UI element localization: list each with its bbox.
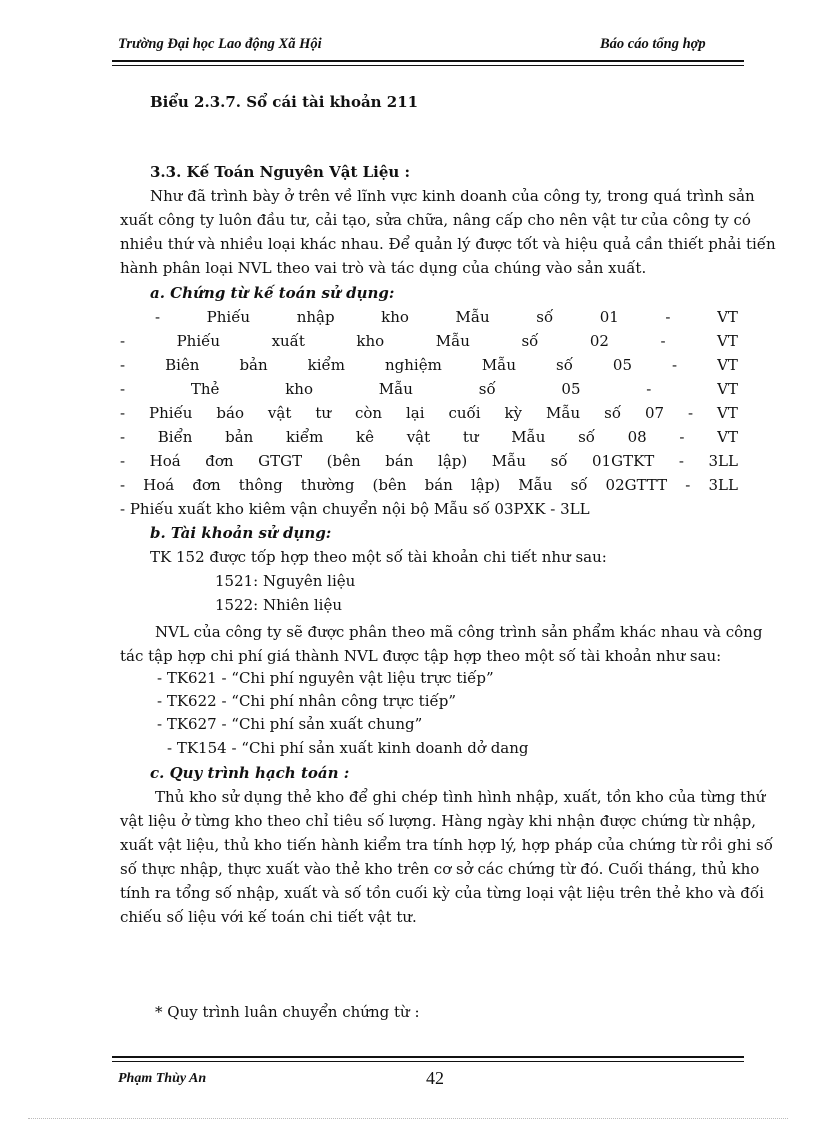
document-word: Phiếu: [206, 308, 251, 326]
account-item: 1522: Nhiên liệu: [215, 596, 343, 614]
process-line: Thủ kho sử dụng thẻ kho để ghi chép tình hình nhập, xuất, tồn kho của từng thứ: [155, 788, 766, 806]
page-number: 42: [426, 1068, 444, 1088]
document-word: 05: [561, 380, 581, 398]
page-edge: [28, 1118, 788, 1119]
document-word: số: [550, 452, 568, 470]
document-word: kho: [381, 308, 409, 326]
document-word: -: [120, 380, 126, 398]
document-word: bán: [385, 452, 414, 470]
document-word: VT: [717, 428, 738, 446]
cost-account-item: - TK621 - “Chi phí nguyên vật liệu trực tiếp”: [157, 669, 494, 687]
document-word: -: [685, 476, 691, 494]
document-word: báo: [216, 404, 244, 422]
document-word: lập): [438, 452, 468, 470]
document-word: Phiếu: [176, 332, 221, 350]
intro-line: Như đã trình bày ở trên về lĩnh vực kinh doanh của công ty, trong quá trình sản: [150, 187, 755, 205]
document-word: bản: [239, 356, 268, 374]
document-word: Mẫu: [481, 356, 517, 374]
document-word: -: [120, 356, 126, 374]
document-word: 3LL: [708, 476, 738, 494]
header-rule-thin: [112, 65, 744, 66]
document-word: cuối: [448, 404, 481, 422]
header-institution: Trường Đại học Lao động Xã Hội: [118, 36, 322, 52]
document-word: Hoá: [143, 476, 175, 494]
document-line-last: - Phiếu xuất kho kiêm vận chuyển nội bộ Mẫu số 03PXK - 3LL: [120, 500, 590, 518]
document-line: [120, 449, 738, 473]
process-line: số thực nhập, thực xuất vào thẻ kho trên cơ sở các chứng từ đó. Cuối tháng, thủ kho: [120, 860, 760, 878]
document-word: kho: [285, 380, 313, 398]
document-word: 05: [612, 356, 633, 374]
document-word: Mẫu: [545, 404, 581, 422]
document-word: vật: [406, 428, 431, 446]
document-word: VT: [717, 308, 738, 326]
document-word: vật: [267, 404, 292, 422]
document-word: -: [660, 332, 666, 350]
document-line: [120, 473, 738, 497]
nvl-line: NVL của công ty sẽ được phân theo mã công trình sản phẩm khác nhau và công: [155, 623, 763, 641]
author-name: Phạm Thùy An: [118, 1071, 207, 1086]
document-word: VT: [717, 356, 738, 374]
document-word: -: [120, 428, 126, 446]
process-line: tính ra tổng số nhập, xuất và số tồn cuối kỳ của từng loại vật liệu trên thẻ kho và đối: [120, 884, 764, 902]
section-title: 3.3. Kế Toán Nguyên Vật Liệu :: [150, 163, 411, 181]
intro-line: hành phân loại NVL theo vai trò và tác dụng của chúng vào sản xuất.: [120, 259, 647, 277]
document-word: số: [536, 308, 554, 326]
document-word: Mẫu: [518, 476, 553, 494]
document-word: kiểm: [286, 428, 324, 446]
document-word: nghiệm: [385, 356, 442, 374]
account-intro: TK 152 được tốp hợp theo một số tài khoản chi tiết như sau:: [150, 548, 607, 566]
process-line: chiếu số liệu với kế toán chi tiết vật tư.: [120, 908, 417, 926]
document-word: kê: [356, 428, 375, 446]
document-word: 02GTTT: [605, 476, 668, 494]
subheading-a: a. Chứng từ kế toán sử dụng:: [150, 284, 395, 302]
document-word: còn: [354, 404, 383, 422]
document-word: số: [578, 428, 595, 446]
document-line: [120, 377, 738, 401]
document-line: [120, 425, 738, 449]
document-word: Mẫu: [455, 308, 490, 326]
document-word: Hoá: [149, 452, 181, 470]
document-word: bán: [424, 476, 453, 494]
account-item: 1521: Nguyên liệu: [215, 572, 356, 590]
document-word: 08: [627, 428, 647, 446]
intro-line: xuất công ty luôn đầu tư, cải tạo, sửa chữa, nâng cấp cho nên vật tư của công ty có: [120, 211, 751, 229]
document-word: -: [679, 428, 685, 446]
document-word: kiểm: [307, 356, 345, 374]
document-word: kho: [356, 332, 385, 350]
document-word: Mẫu: [378, 380, 413, 398]
document-word: VT: [717, 380, 738, 398]
document-line: [120, 329, 738, 353]
document-word: nhập: [296, 308, 335, 326]
header-report-title: Báo cáo tổng hợp: [600, 36, 706, 52]
document-word: đơn: [192, 476, 221, 494]
document-word: VT: [716, 404, 738, 422]
subheading-c: c. Quy trình hạch toán :: [150, 764, 350, 782]
document-word: lập): [470, 476, 501, 494]
document-word: lại: [405, 404, 425, 422]
document-word: 07: [644, 404, 665, 422]
document-word: số: [570, 476, 588, 494]
flow-note: * Quy trình luân chuyển chứng từ :: [155, 1003, 420, 1021]
document-word: số: [521, 332, 539, 350]
document-word: Biên: [165, 356, 200, 374]
document-word: (bên: [372, 476, 407, 494]
document-word: Phiếu: [149, 404, 193, 422]
document-word: -: [665, 308, 671, 326]
footer-rule-thick: [112, 1056, 744, 1058]
document-word: -: [646, 380, 652, 398]
document-word: -: [120, 476, 126, 494]
document-word: (bên: [326, 452, 361, 470]
cost-account-item: - TK154 - “Chi phí sản xuất kinh doanh dở dang: [167, 739, 529, 757]
nvl-line: tác tập hợp chi phí giá thành NVL được tập hợp theo một số tài khoản như sau:: [120, 647, 722, 665]
document-word: xuất: [271, 332, 305, 350]
document-word: thông: [238, 476, 283, 494]
cost-account-item: - TK627 - “Chi phí sản xuất chung”: [157, 715, 423, 733]
process-line: xuất vật liệu, thủ kho tiến hành kiểm tra tính hợp lý, hợp pháp của chứng từ rồi ghi số: [120, 836, 773, 854]
document-word: -: [120, 452, 126, 470]
document-word: VT: [717, 332, 738, 350]
subheading-b: b. Tài khoản sử dụng:: [150, 524, 332, 542]
document-word: -: [672, 356, 678, 374]
document-word: -: [120, 404, 126, 422]
document-word: -: [120, 332, 126, 350]
document-word: Thẻ: [190, 380, 220, 398]
document-word: GTGT: [258, 452, 303, 470]
document-word: đơn: [205, 452, 234, 470]
header-rule-thick: [112, 60, 744, 62]
process-line: vật liệu ở từng kho theo chỉ tiêu số lượng. Hàng ngày khi nhận được chứng từ nhập,: [120, 812, 757, 830]
document-word: 3LL: [708, 452, 738, 470]
intro-line: nhiều thứ và nhiều loại khác nhau. Để quản lý được tốt và hiệu quả cần thiết phải tiến: [120, 235, 776, 253]
document-word: thường: [300, 476, 355, 494]
document-word: số: [478, 380, 496, 398]
document-word: tư: [315, 404, 332, 422]
document-word: kỳ: [504, 404, 523, 422]
figure-caption: Biểu 2.3.7. Sổ cái tài khoản 211: [150, 93, 419, 111]
document-line: [120, 401, 738, 425]
document-word: Biển: [157, 428, 193, 446]
document-word: 01GTKT: [592, 452, 655, 470]
document-word: -: [687, 404, 694, 422]
document-word: 02: [589, 332, 609, 350]
document-word: 01: [599, 308, 619, 326]
footer-rule-thin: [112, 1061, 744, 1062]
document-word: -: [155, 308, 161, 326]
document-word: số: [556, 356, 573, 374]
document-word: Mẫu: [491, 452, 526, 470]
document-line: [155, 305, 738, 329]
document-word: số: [604, 404, 621, 422]
document-word: Mẫu: [435, 332, 470, 350]
document-word: -: [678, 452, 684, 470]
document-word: Mẫu: [511, 428, 546, 446]
document-word: bản: [225, 428, 254, 446]
cost-account-item: - TK622 - “Chi phí nhân công trực tiếp”: [157, 692, 456, 710]
document-word: tư: [462, 428, 479, 446]
document-line: [120, 353, 738, 377]
